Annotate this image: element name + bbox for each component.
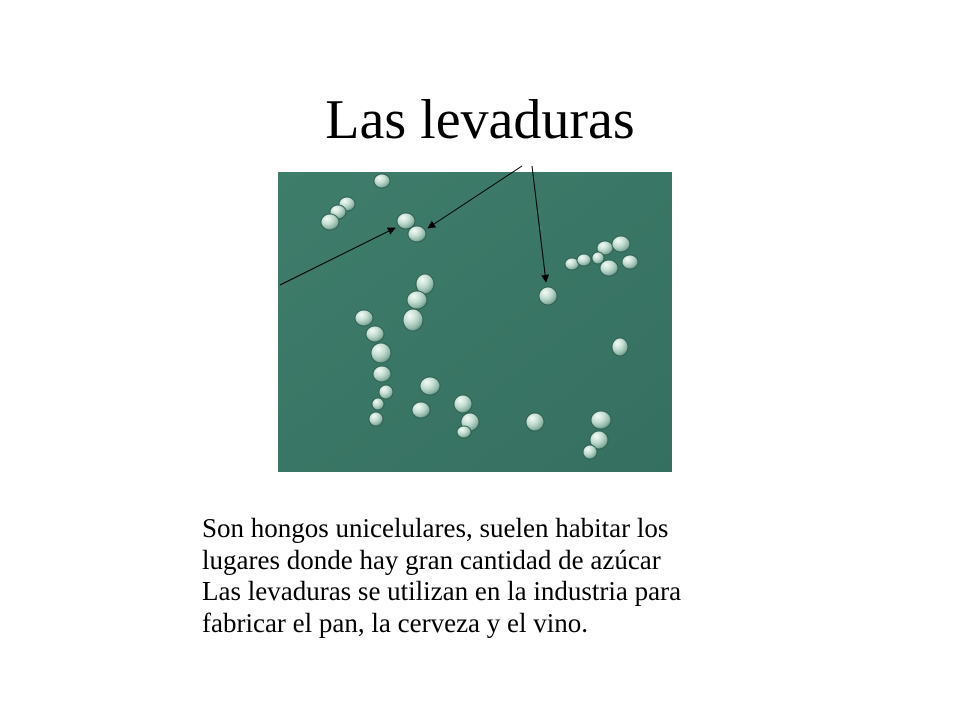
- slide-title: Las levaduras: [325, 89, 635, 151]
- paragraph-line: Son hongos unicelulares, suelen habitar los: [202, 513, 669, 543]
- paragraph-line: Las levaduras se utilizan en la industria para: [202, 576, 682, 606]
- paragraph-line: fabricar el pan, la cerveza y el vino.: [202, 607, 589, 638]
- description-paragraph: [202, 513, 822, 639]
- yeast-micrograph: [278, 172, 672, 472]
- paragraph-line: lugares donde hay gran cantidad de azúcar: [202, 544, 661, 575]
